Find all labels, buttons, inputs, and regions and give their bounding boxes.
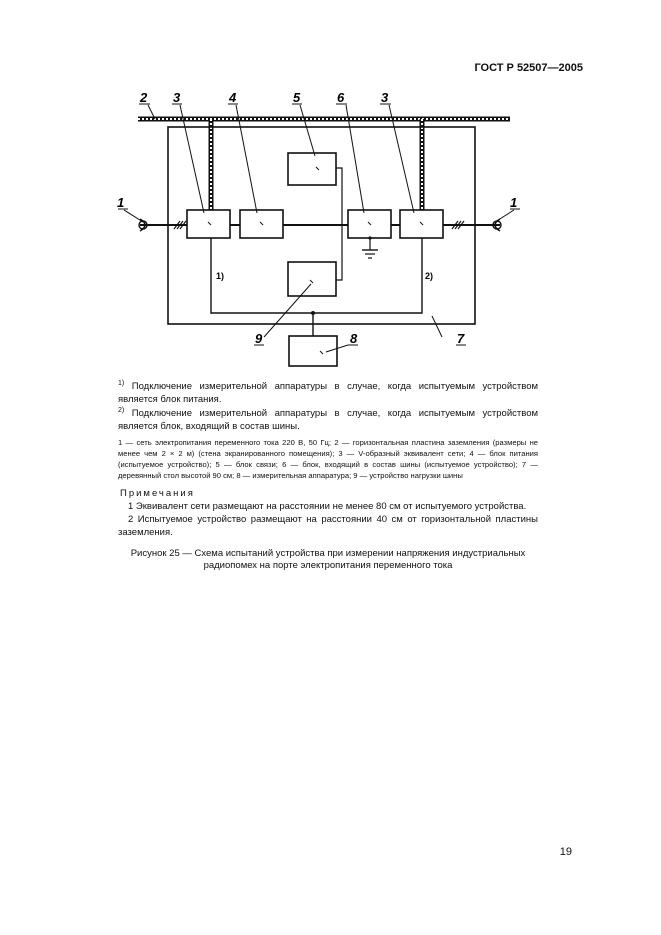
label-4: 4 [229, 90, 237, 105]
notes-title: Примечания [120, 488, 195, 499]
lisn-left-box [187, 210, 230, 238]
label-9: 9 [255, 331, 263, 346]
label-3-left: 3 [173, 90, 181, 105]
footnote-mark-1: 1) [216, 271, 225, 281]
label-8: 8 [350, 331, 358, 346]
label-1-right: 1 [510, 195, 518, 210]
coupling-unit-box [288, 153, 336, 185]
page-number: 19 [559, 846, 572, 858]
footnote-2-mark: 2) [118, 407, 125, 414]
footnote-1 [118, 377, 538, 406]
bus-load-box [288, 262, 336, 296]
figure-caption [118, 548, 538, 572]
footnote-2-text: Подключение измерительной аппаратуры в случае, когда испытуемым устройством является блок, входящий в состав шины. [118, 408, 539, 433]
label-1-left: 1 [117, 195, 125, 210]
note-1: 1 Эквивалент сети размещают на расстоянии не менее 80 см от испытуемого устройства. [128, 501, 527, 512]
figure-caption-text: Рисунок 25 — Схема испытаний устройства при измерении напряжения индустриальных радиопомех на порте электропитания переменного тока [130, 548, 526, 571]
footnote-1-mark: 1) [118, 380, 125, 387]
footnote-2 [118, 404, 538, 433]
label-5: 5 [293, 90, 301, 105]
note-2: 2 Испытуемое устройство размещают на расстоянии 40 см от горизонтальной пластины заземления. [118, 514, 538, 538]
label-6: 6 [337, 90, 345, 105]
label-7: 7 [457, 331, 465, 346]
label-3-right: 3 [381, 90, 389, 105]
label-2: 2 [140, 90, 148, 105]
test-setup-diagram [0, 0, 661, 380]
document-code: ГОСТ Р 52507—2005 [474, 62, 583, 74]
footnote-mark-2: 2) [425, 271, 434, 281]
earth-symbol [362, 236, 378, 258]
footnote-1-text: Подключение измерительной аппаратуры в случае, когда испытуемым устройством является блок питания. [118, 381, 539, 406]
figure-legend: 1 — сеть электропитания переменного тока 220 В, 50 Гц; 2 — горизонтальная пластина заземления (размеры не менее чем 2 × 2 м) (стена экранированного помещения); 3 — V-образный эквивалент сети; 4 — блок питания (испытуемое устройство); 5 — блок связи; 6 — блок, входящий в состав шины (испытуемое устройство); 7 — деревянный стол высотой 90 см; 8 — измерительная аппаратура; 9 — устройство нагрузки шины [118, 438, 538, 480]
